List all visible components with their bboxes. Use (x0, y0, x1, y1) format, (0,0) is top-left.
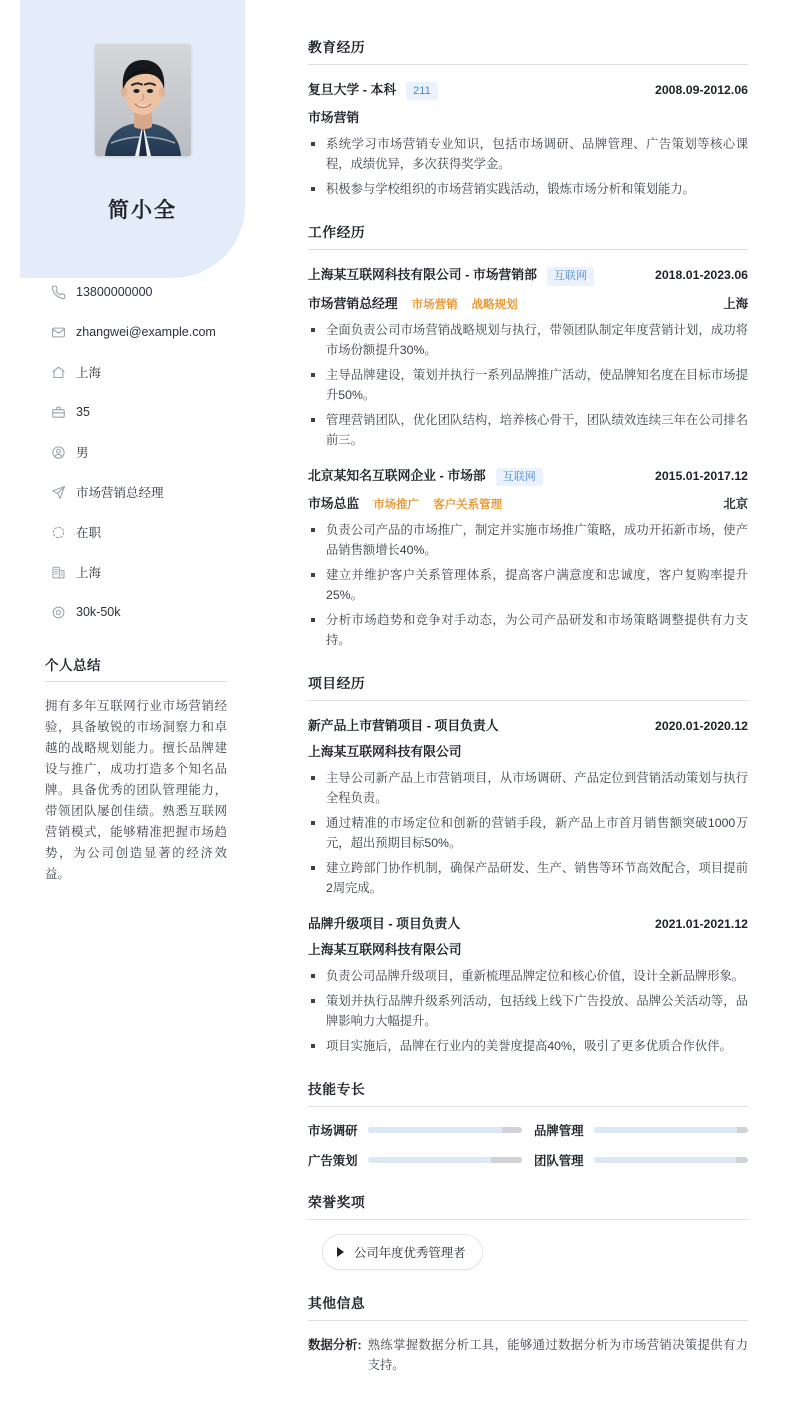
project-name: 新产品上市营销项目 - 项目负责人 (308, 717, 499, 733)
list-item: 通过精准的市场定位和创新的营销手段，新产品上市首月销售额突破1000万元，超出预期目标50%。 (308, 813, 748, 853)
main-content (285, 0, 794, 1423)
skill-tag: 市场推广 (373, 498, 420, 511)
entry-header-row (308, 79, 748, 100)
skill-label: 广告策划 (308, 1153, 358, 1168)
divider (45, 681, 227, 682)
skill-label: 团队管理 (534, 1153, 584, 1168)
skill-progress-bar (594, 1157, 748, 1163)
entry-subheader-row (308, 939, 748, 958)
list-item: 主导品牌建设，策划并执行一系列品牌推广活动，使品牌知名度在目标市场提升50%。 (308, 365, 748, 405)
work-entry (308, 465, 748, 650)
skill-progress-bar (594, 1127, 748, 1133)
industry-badge: 互联网 (496, 468, 543, 486)
person-name: 简小全 (108, 199, 177, 222)
home-icon (50, 364, 67, 381)
section-honors (308, 1191, 748, 1270)
list-item: 管理营销团队，优化团队结构，培养核心骨干，团队绩效连续三年在公司排名前三。 (308, 410, 748, 450)
contact-value: 35 (76, 405, 90, 419)
entry-subheader-row (308, 293, 748, 312)
divider (308, 700, 748, 701)
entry-period: 2015.01-2017.12 (655, 468, 748, 483)
education-entry (308, 79, 748, 199)
bullet-list (308, 966, 748, 1056)
job-title: 市场营销总经理 (308, 295, 398, 311)
other-info-row (308, 1335, 748, 1375)
list-item: 项目实施后，品牌在行业内的美誉度提高40%，吸引了更多优质合作伙伴。 (308, 1036, 748, 1056)
divider (308, 1106, 748, 1107)
contact-value: 在职 (76, 526, 102, 540)
entry-header-row (308, 465, 748, 486)
skill-progress-bar (368, 1127, 522, 1133)
contact-item-workplace (50, 558, 250, 586)
building-icon (50, 564, 67, 581)
skill-item (308, 1151, 522, 1169)
play-triangle-icon (337, 1247, 344, 1257)
other-info-key: 数据分析: (308, 1337, 362, 1352)
divider (308, 249, 748, 250)
honor-label: 公司年度优秀管理者 (354, 1245, 466, 1260)
summary-title: 个人总结 (45, 658, 101, 673)
contact-value: 市场营销总经理 (76, 486, 164, 500)
skill-label: 品牌管理 (534, 1123, 584, 1138)
contact-list (50, 278, 250, 626)
section-other-info (308, 1292, 748, 1375)
skill-tag: 客户关系管理 (433, 498, 503, 511)
project-company: 上海某互联网科技有限公司 (308, 941, 462, 957)
skill-item (308, 1121, 522, 1139)
list-item: 主导公司新产品上市营销项目，从市场调研、产品定位到营销活动策划与执行全程负责。 (308, 768, 748, 808)
avatar (95, 44, 191, 156)
major-name: 市场营销 (308, 110, 360, 126)
entry-period: 2021.01-2021.12 (655, 916, 748, 931)
entry-subheader-row (308, 107, 748, 126)
entry-period: 2020.01-2020.12 (655, 718, 748, 733)
contact-value: 30k-50k (76, 605, 121, 619)
bullet-list (308, 520, 748, 650)
project-entry (308, 913, 748, 1056)
company-name: 上海某互联网科技有限公司 - 市场营销部 (308, 267, 537, 283)
status-badge: 211 (406, 82, 438, 100)
skill-progress-fill (594, 1127, 738, 1133)
company-name: 北京某知名互联网企业 - 市场部 (308, 467, 486, 483)
project-entry (308, 715, 748, 898)
skill-progress-fill (368, 1157, 492, 1163)
summary-section (45, 654, 227, 885)
divider (308, 64, 748, 65)
school-name: 复旦大学 - 本科 (308, 82, 397, 97)
list-item: 建立跨部门协作机制，确保产品研发、生产、销售等环节高效配合，项目提前2周完成。 (308, 858, 748, 898)
industry-badge: 互联网 (547, 267, 594, 285)
section-title: 荣誉奖项 (308, 1194, 366, 1210)
entry-location: 上海 (723, 296, 748, 311)
list-item: 系统学习市场营销专业知识，包括市场调研、品牌管理、广告策划等核心课程，成绩优异，多次获得奖学金。 (308, 134, 748, 174)
contact-item-phone (50, 278, 250, 306)
contact-value: 13800000000 (76, 285, 153, 299)
profile-block (20, 0, 265, 224)
skill-tag: 战略规划 (471, 298, 518, 311)
entry-header-row (308, 913, 748, 932)
status-circle-icon (50, 524, 67, 541)
contact-item-email (50, 318, 250, 346)
contact-item-city (50, 358, 250, 386)
section-projects (308, 672, 748, 1056)
entry-header-row (308, 715, 748, 734)
entry-period: 2018.01-2023.06 (655, 268, 748, 283)
phone-icon (50, 284, 67, 301)
section-work (308, 221, 748, 650)
list-item: 负责公司产品的市场推广，制定并实施市场推广策略，成功开拓新市场，使产品销售额增长40%。 (308, 520, 748, 560)
skill-grid (308, 1121, 748, 1169)
contact-value: 上海 (76, 366, 102, 380)
bullet-list (308, 134, 748, 199)
section-title: 项目经历 (308, 675, 366, 691)
list-item: 策划并执行品牌升级系列活动，包括线上线下广告投放、品牌公关活动等，品牌影响力大幅提升。 (308, 991, 748, 1031)
contact-item-position (50, 478, 250, 506)
job-title: 市场总监 (308, 495, 360, 511)
bullet-list (308, 768, 748, 898)
summary-text: 拥有多年互联网行业市场营销经验，具备敏锐的市场洞察力和卓越的战略规划能力。擅长品牌建设与推广，成功打造多个知名品牌。具备优秀的团队管理能力，带领团队屡创佳绩。熟悉互联网营销模式，能够精准把握市场趋势，为公司创造显著的经济效益。 (45, 699, 227, 881)
section-title: 技能专长 (308, 1081, 366, 1097)
contact-value: 男 (76, 446, 89, 460)
briefcase-icon (50, 404, 67, 421)
list-item: 负责公司品牌升级项目，重新梳理品牌定位和核心价值，设计全新品牌形象。 (308, 966, 748, 986)
contact-item-age (50, 398, 250, 426)
contact-item-salary (50, 598, 250, 626)
sidebar (0, 0, 285, 885)
entry-subheader-row (308, 493, 748, 512)
contact-value: 上海 (76, 566, 102, 580)
list-item: 建立并维护客户关系管理体系，提高客户满意度和忠诚度，客户复购率提升25%。 (308, 565, 748, 605)
contact-item-status (50, 518, 250, 546)
entry-location: 北京 (723, 496, 748, 511)
contact-item-gender (50, 438, 250, 466)
project-company: 上海某互联网科技有限公司 (308, 743, 462, 759)
skill-tag: 市场营销 (411, 298, 458, 311)
skill-label: 市场调研 (308, 1123, 358, 1138)
paper-plane-icon (50, 484, 67, 501)
work-entry (308, 264, 748, 449)
section-education (308, 36, 748, 199)
skill-item (534, 1121, 748, 1139)
envelope-icon (50, 324, 67, 341)
user-circle-icon (50, 444, 67, 461)
section-skills (308, 1078, 748, 1169)
project-name: 品牌升级项目 - 项目负责人 (308, 915, 461, 931)
skill-progress-fill (594, 1157, 736, 1163)
list-item: 全面负责公司市场营销战略规划与执行，带领团队制定年度营销计划，成功将市场份额提升30%。 (308, 320, 748, 360)
coin-icon (50, 604, 67, 621)
other-info-value: 熟练掌握数据分析工具，能够通过数据分析为市场营销决策提供有力支持。 (367, 1337, 748, 1372)
contact-value: zhangwei@example.com (76, 325, 216, 339)
divider (308, 1219, 748, 1220)
entry-period: 2008.09-2012.06 (655, 83, 748, 97)
divider (308, 1320, 748, 1321)
skill-progress-bar (368, 1157, 522, 1163)
skill-progress-fill (368, 1127, 502, 1133)
entry-header-row (308, 264, 748, 285)
skill-item (534, 1151, 748, 1169)
list-item: 积极参与学校组织的市场营销实践活动，锻炼市场分析和策划能力。 (308, 179, 748, 199)
section-title: 教育经历 (308, 40, 366, 55)
entry-subheader-row (308, 741, 748, 760)
list-item: 分析市场趋势和竞争对手动态，为公司产品研发和市场策略调整提供有力支持。 (308, 610, 748, 650)
bullet-list (308, 320, 748, 450)
honor-item[interactable] (322, 1234, 483, 1270)
section-title: 工作经历 (308, 225, 366, 241)
section-title: 其他信息 (308, 1295, 366, 1311)
